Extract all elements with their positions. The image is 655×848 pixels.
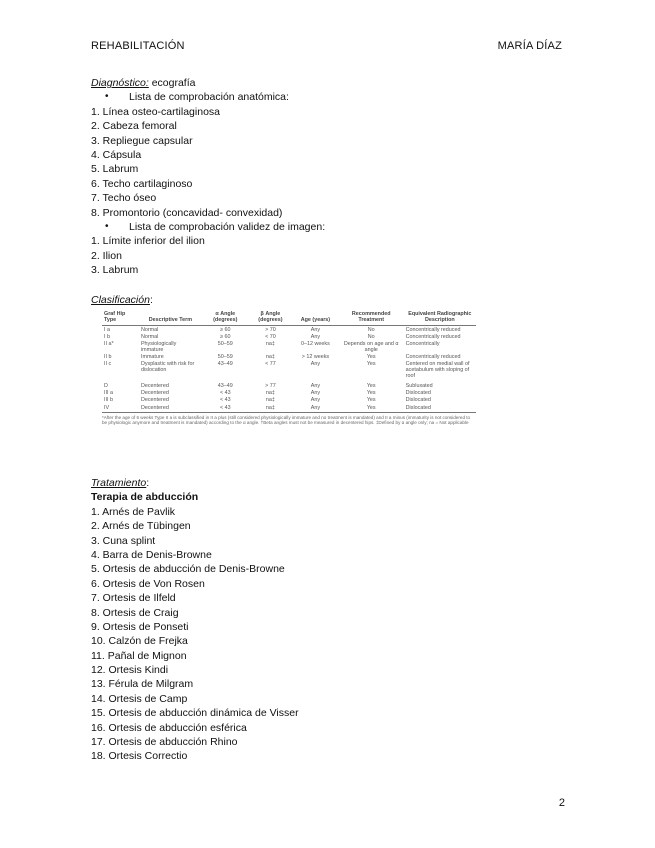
list-item: 17. Ortesis de abducción Rhino bbox=[91, 736, 238, 749]
graf-classification-table bbox=[102, 310, 476, 426]
table-cell: I a bbox=[104, 326, 110, 333]
col-header: β Angle (degrees) bbox=[249, 310, 292, 326]
tratamiento-subtitle: Terapia de abducción bbox=[91, 491, 199, 504]
table-cell: Dislocated bbox=[405, 390, 431, 397]
list-item: 1. Límite inferior del ilion bbox=[91, 235, 205, 248]
tratamiento-section bbox=[91, 476, 299, 764]
table-cell: No bbox=[367, 333, 375, 340]
graf-table bbox=[102, 310, 476, 413]
col-header: Recommended Treatment bbox=[339, 310, 404, 326]
diagnostico-section bbox=[91, 76, 325, 277]
list-item: 9. Ortesis de Ponseti bbox=[91, 620, 189, 633]
table-cell: < 70 bbox=[265, 333, 276, 340]
table-row bbox=[102, 380, 476, 390]
table-row bbox=[102, 354, 476, 361]
table-row bbox=[102, 397, 476, 404]
list-item: 4. Barra de Denis-Browne bbox=[91, 548, 212, 561]
table-cell: Yes bbox=[339, 404, 404, 413]
table-footnote: *After the age of 6 weeks Type II a is subclassified in II a plus (still considered physiologically immature and no treatment is mandated) and II a minus (immaturity is not considered to be physiologic anymore and treatment is mandated) according to the α angle. †Beta angles must not be measured in decentered hips. ‡Defined by α angle only; na = Not applicable bbox=[102, 415, 471, 426]
list-item: 10. Calzón de Frejka bbox=[91, 635, 188, 648]
table-cell: < 43 bbox=[219, 397, 231, 404]
list-item: 5. Labrum bbox=[91, 163, 139, 176]
list-item: 2. Cabeza femoral bbox=[91, 120, 177, 133]
table-cell: Centered on medial wall of acetabulum with sloping of roof bbox=[405, 361, 470, 380]
table-cell: Any bbox=[310, 333, 321, 340]
table-cell: III b bbox=[104, 397, 113, 404]
table-cell: Any bbox=[292, 404, 339, 413]
table-header-row bbox=[102, 310, 476, 326]
table-cell: Normal bbox=[140, 333, 159, 340]
table-cell: Dislocated bbox=[404, 404, 476, 413]
table-cell: D bbox=[104, 382, 108, 389]
col-header: Equivalent Radiographic Description bbox=[404, 310, 476, 326]
clasificacion-colon: : bbox=[149, 294, 153, 306]
tratamiento-list bbox=[91, 505, 299, 764]
table-cell: Yes bbox=[366, 390, 376, 397]
table-cell: > 12 weeks bbox=[301, 354, 330, 361]
col-header: Graf Hip Type bbox=[102, 310, 139, 326]
table-cell: < 43 bbox=[202, 404, 249, 413]
clasificacion-label: Clasificación bbox=[91, 294, 150, 306]
table-cell: na‡ bbox=[265, 397, 275, 404]
list-item: 14. Ortesis de Camp bbox=[91, 692, 188, 705]
table-cell: < 77 bbox=[265, 361, 276, 368]
table-cell: II a* bbox=[104, 340, 114, 347]
table-cell: na‡ bbox=[265, 354, 275, 361]
list-item: 16. Ortesis de abducción esférica bbox=[91, 721, 247, 734]
table-cell: > 77 bbox=[265, 382, 276, 389]
list-item: 8. Ortesis de Craig bbox=[91, 606, 179, 619]
table-row bbox=[102, 390, 476, 397]
table-cell: 43–49 bbox=[217, 361, 233, 368]
list-item: 6. Ortesis de Von Rosen bbox=[91, 577, 205, 590]
table-cell: < 43 bbox=[219, 390, 231, 397]
list-item: 1. Línea osteo-cartilaginosa bbox=[91, 105, 220, 118]
table-row bbox=[102, 340, 476, 353]
table-cell: Concentrically reduced bbox=[405, 326, 461, 333]
list-item: 13. Férula de Milgram bbox=[91, 678, 194, 691]
table-cell: I b bbox=[104, 333, 110, 340]
list-item: 3. Repliegue capsular bbox=[91, 134, 193, 147]
list-item: 6. Techo cartilaginoso bbox=[91, 177, 193, 190]
table-cell: Any bbox=[310, 382, 321, 389]
table-row bbox=[102, 333, 476, 340]
table-cell: Dislocated bbox=[405, 397, 431, 404]
table-cell: Depends on age and α angle bbox=[343, 340, 399, 353]
list-item: 4. Cápsula bbox=[91, 148, 142, 161]
header-right: MARÍA DÍAZ bbox=[497, 40, 562, 52]
table-cell: Dysplastic with risk for dislocation bbox=[140, 361, 195, 374]
list-item: 1. Arnés de Pavlik bbox=[91, 505, 176, 518]
list-item: 7. Ortesis de Ilfeld bbox=[91, 592, 176, 605]
table-cell: na‡ bbox=[249, 404, 292, 413]
table-cell: Immature bbox=[140, 354, 164, 361]
table-cell: na‡ bbox=[265, 340, 275, 347]
validez-bullet bbox=[91, 220, 325, 234]
anatomica-bullet bbox=[91, 90, 325, 104]
table-body bbox=[102, 326, 476, 413]
table-cell: 43–49 bbox=[217, 382, 233, 389]
diagnostico-label: Diagnóstico: bbox=[91, 77, 149, 89]
table-cell: Decentered bbox=[139, 404, 202, 413]
validez-list bbox=[91, 234, 325, 277]
col-header: Descriptive Term bbox=[139, 310, 202, 326]
page-number: 2 bbox=[558, 797, 565, 809]
col-header: Age (years) bbox=[292, 310, 339, 326]
list-item: 15. Ortesis de abducción dinámica de Visser bbox=[91, 707, 299, 720]
list-item: 2. Arnés de Tübingen bbox=[91, 520, 191, 533]
table-cell: III a bbox=[104, 390, 113, 397]
list-item: 18. Ortesis Correctio bbox=[91, 750, 188, 763]
table-cell: Yes bbox=[366, 397, 376, 404]
table-cell: IV bbox=[102, 404, 139, 413]
list-item: 2. Ilion bbox=[91, 249, 122, 262]
table-cell: ≥ 60 bbox=[220, 333, 231, 340]
list-item: 8. Promontorio (concavidad- convexidad) bbox=[91, 206, 283, 219]
table-cell: No bbox=[367, 326, 375, 333]
table-cell: II b bbox=[104, 354, 112, 361]
clasificacion-heading bbox=[91, 293, 153, 307]
header-left: REHABILITACIÓN bbox=[91, 40, 185, 52]
table-cell: Decentered bbox=[140, 390, 169, 397]
table-row bbox=[102, 326, 476, 334]
table-cell: Yes bbox=[366, 361, 376, 368]
table-cell: ≥ 60 bbox=[220, 326, 231, 333]
table-cell: Yes bbox=[366, 382, 376, 389]
list-item: 12. Ortesis Kindi bbox=[91, 664, 169, 677]
col-header: α Angle (degrees) bbox=[202, 310, 249, 326]
table-cell: 50–59 bbox=[217, 354, 233, 361]
table-cell: Concentrically reduced bbox=[405, 333, 461, 340]
table-cell: na‡ bbox=[265, 390, 275, 397]
diagnostico-value: ecografía bbox=[148, 77, 196, 89]
list-item: 11. Pañal de Mignon bbox=[91, 649, 187, 662]
table-cell: Subluxated bbox=[405, 382, 433, 389]
list-item: 7. Techo óseo bbox=[91, 192, 157, 205]
anatomica-list bbox=[91, 105, 325, 220]
validez-bullet-text: Lista de comprobación validez de imagen: bbox=[129, 220, 326, 233]
table-cell: Any bbox=[310, 326, 321, 333]
table-cell: > 70 bbox=[265, 326, 276, 333]
tratamiento-colon: : bbox=[146, 477, 150, 489]
table-cell: II c bbox=[104, 361, 112, 368]
list-item: 3. Cuna splint bbox=[91, 534, 156, 547]
table-cell: Any bbox=[310, 390, 321, 397]
tratamiento-label: Tratamiento bbox=[91, 477, 147, 489]
list-item: 3. Labrum bbox=[91, 264, 139, 277]
anatomica-bullet-text: Lista de comprobación anatómica: bbox=[129, 91, 289, 104]
table-cell: Concentrically reduced bbox=[405, 354, 461, 361]
table-cell: 50–59 bbox=[217, 340, 233, 347]
table-cell: Physiologically immature bbox=[140, 340, 177, 353]
diagnostico-line bbox=[91, 76, 325, 90]
table-cell: Decentered bbox=[140, 397, 169, 404]
table-cell: Normal bbox=[140, 326, 159, 333]
table-cell: Any bbox=[310, 361, 321, 368]
table-cell: Yes bbox=[366, 354, 376, 361]
table-cell: Concentrically bbox=[405, 340, 440, 347]
table-cell: 0–12 weeks bbox=[301, 340, 330, 347]
list-item: 5. Ortesis de abducción de Denis-Browne bbox=[91, 563, 285, 576]
table-row bbox=[102, 404, 476, 413]
table-cell: Decentered bbox=[140, 382, 169, 389]
table-cell: Any bbox=[310, 397, 321, 404]
table-row bbox=[102, 361, 476, 380]
